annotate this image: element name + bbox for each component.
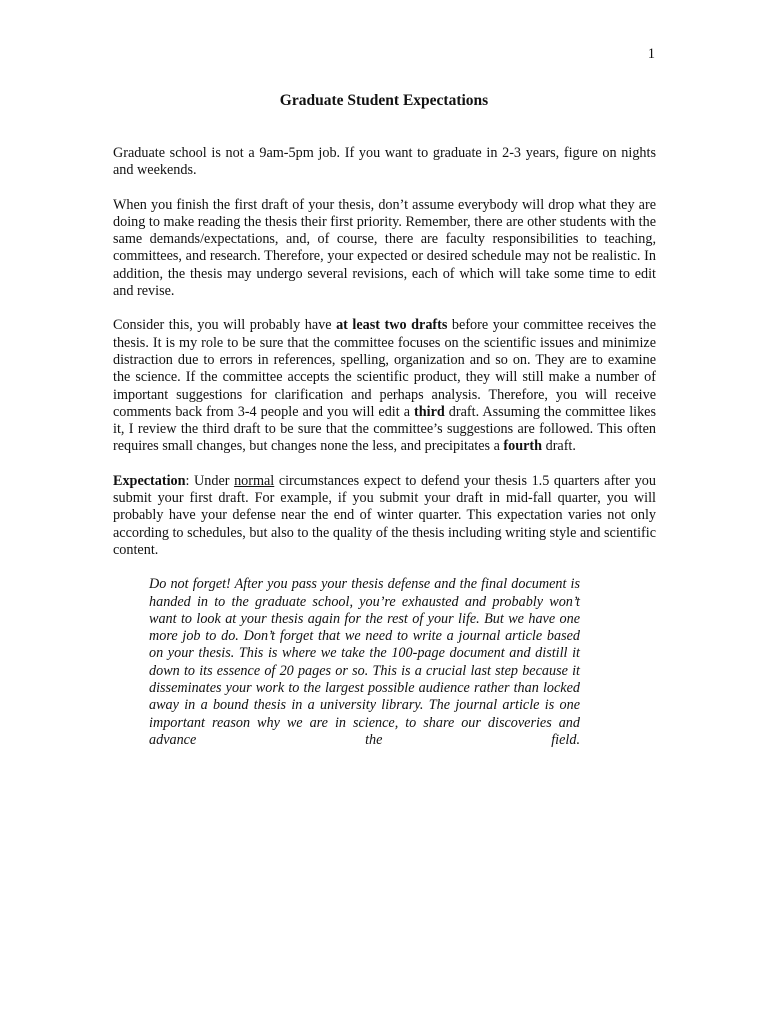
emphasis-third: third [414,403,445,420]
paragraph-expectation-text-2: circumstances expect to defend your thesis 1.5 quarters after you submit your first draft. For example, if you submit your draft in mid-fall quarter, you will probably have your defense near the end of winter quarter. This expectation varies not only according to schedules, but also to the quality of the thesis including writing style and scientific content. [113,472,656,558]
underlined-normal: normal [234,472,275,489]
paragraph-expectation [113,473,656,559]
page-number: 1 [647,46,655,62]
paragraph-drafts-text-2: before your committee receives the thesis. It is my role to be sure that the committee focuses on the scientific issues and minimize distraction due to errors in references, spelling, organization and so on. They are to examine the science. If the committee accepts the scientific product, they will still make a number of important suggestions for clarification and perhaps analysis. Therefore, you will receive comments back from 3-4 people and you will edit a [113,317,656,420]
paragraph-expectation-text-1: : Under [185,472,235,489]
page-title: Graduate Student Expectations [279,92,489,109]
expectation-label: Expectation [113,472,186,489]
emphasis-at-least-two-drafts: at least two drafts [336,317,448,334]
paragraph-drafts [113,317,656,455]
paragraph-drafts-text-1: Consider this, you will probably have [113,317,337,334]
emphasis-fourth: fourth [503,438,543,455]
paragraph-work-hours: Graduate school is not a 9am-5pm job. If you want to graduate in 2-3 years, figure on nights and weekends. [113,145,656,179]
paragraph-drafts-text-3: draft. Assuming the committee likes it, I review the third draft to be sure that the committee’s suggestions are followed. This often requires small changes, but changes none the less, and precipitates a [113,403,656,455]
document-body [113,145,656,749]
quote-block: Do not forget! After you pass your thesis defense and the final document is handed in to the graduate school, you’re exhausted and probably won’t want to look at your thesis again for the rest of your life. But we have one more job to do. Don’t forget that we need to write a journal article based on your thesis. This is where we take the 100-page document and distill it down to its essence of 20 pages or so. This is a crucial last step because it disseminates your work to the largest possible audience rather than locked away in a bound thesis in a university library. The journal article is one important reason why we are in science, to share our discoveries and advance the field. [149,576,580,748]
paragraph-first-draft: When you finish the first draft of your thesis, don’t assume everybody will drop what they are doing to make reading the thesis their first priority. Remember, there are other students with the same demands/expectations, and, of course, there are faculty responsibilities to teaching, committees, and research. Therefore, your expected or desired schedule may not be realistic. In addition, the thesis may undergo several revisions, each of which will take some time to edit and revise. [113,196,656,300]
paragraph-drafts-text-4: draft. [542,438,576,455]
